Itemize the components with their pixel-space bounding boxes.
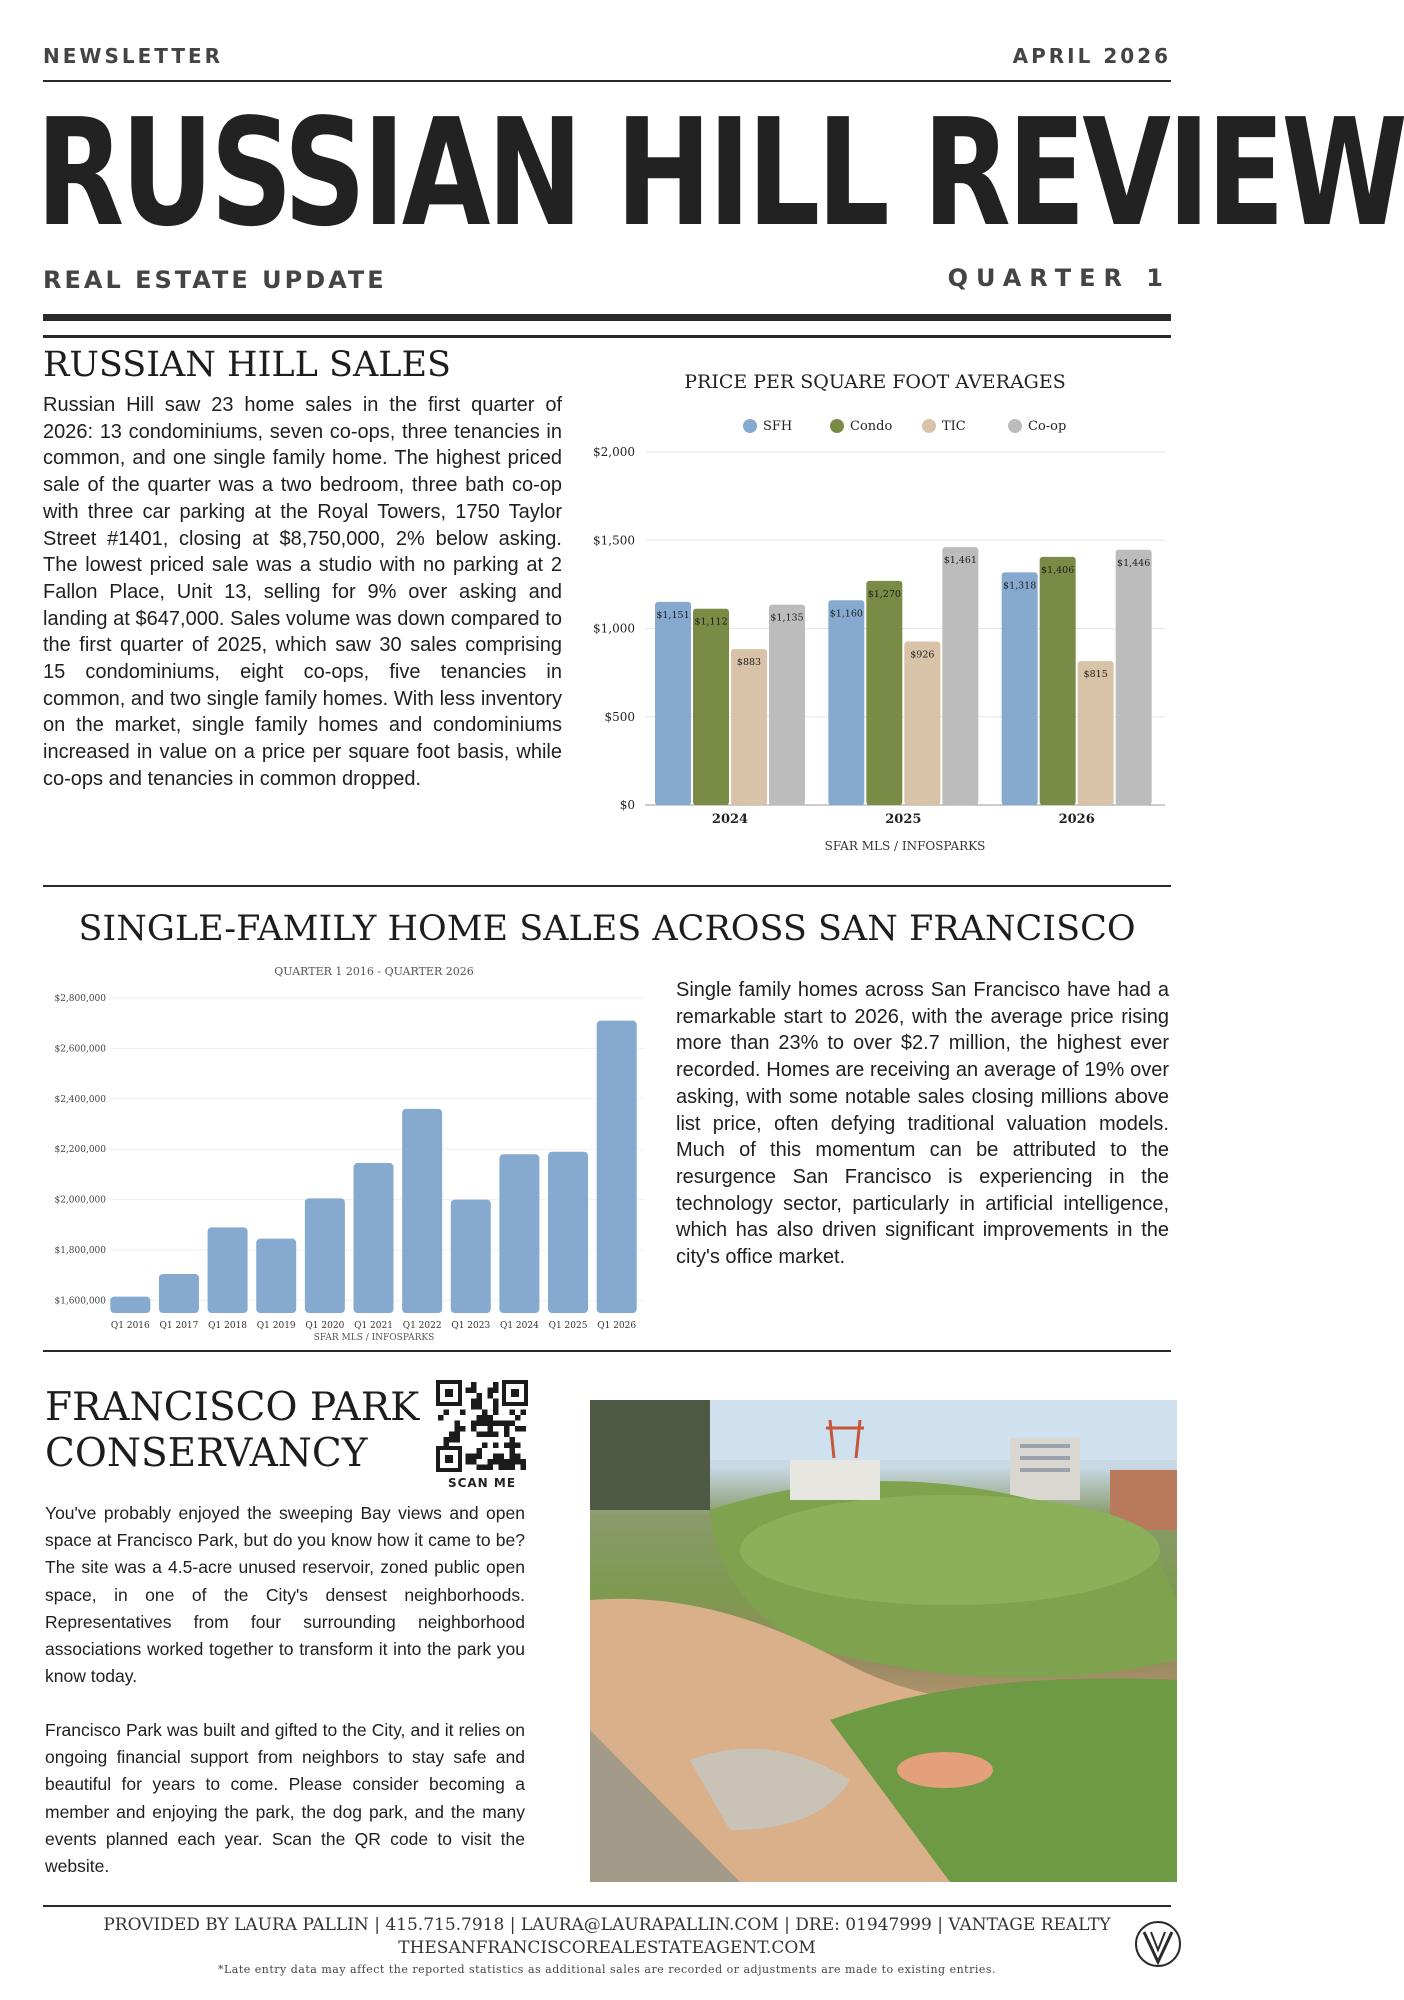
ppsf-legend-swatch [1008, 419, 1022, 433]
qr-module [477, 1415, 483, 1421]
ppsf-bar [828, 600, 864, 805]
qr-module [488, 1393, 494, 1399]
sfh-bar [208, 1227, 248, 1313]
ppsf-ytick-label: $1,500 [593, 533, 635, 548]
section2-body: Single family homes across San Francisco have had a remarkable start to 2026, with the average price rising more than 23% to over $2.7 million, the highest ever recorded. Homes are receiving an average of 19% over asking, with some notable sales closing millions above list price, often defying traditional valuation models. Much of this momentum can be attributed to the resurgence San Francisco is experiencing in the technology sector, particularly in artificial intelligence, which has also driven significant improvements in the city's office market. [676, 979, 1169, 1269]
section3-para1: You've probably enjoyed the sweeping Bay views and open space at Francisco Park, but do you know how it came to be? The site was a 4.5-acre unused reservoir, zoned public open space, in one of the City's densest neighborhoods. Representatives from four surrounding neighborhood associations worked together to transform it into the park you know today. [45, 1503, 525, 1687]
ppsf-bar [942, 547, 978, 805]
sfh-bar [499, 1154, 539, 1313]
sfh-category-label: Q1 2019 [256, 1321, 296, 1331]
qr-module [482, 1421, 488, 1427]
qr-module [493, 1410, 499, 1416]
ppsf-bar-label: $1,270 [867, 588, 901, 600]
ppsf-bar-label: $1,318 [1003, 580, 1037, 592]
qr-module [493, 1382, 499, 1388]
section3-para2: Francisco Park was built and gifted to the City, and it relies on ongoing financial support from neighbors to stay safe and beautiful for years to come. Please consider becoming a member and enjoying the park, the dog park, and the many events planned each year. Scan the QR code to visit the website. [45, 1720, 525, 1877]
ppsf-bar [866, 581, 902, 805]
qr-module [455, 1426, 461, 1432]
qr-module [477, 1399, 483, 1405]
qr-module [471, 1421, 477, 1427]
ppsf-bar [904, 642, 940, 805]
qr-module [471, 1404, 477, 1410]
footer-rule [43, 1905, 1171, 1907]
qr-module [455, 1421, 461, 1427]
qr-module [510, 1448, 516, 1454]
masthead-title: RUSSIAN HILL REVIEW [36, 87, 1404, 259]
sfh-chart-source: SFAR MLS / INFOSPARKS [313, 1333, 435, 1343]
ppsf-bar-label: $1,112 [694, 616, 728, 628]
sfh-bar [597, 1021, 637, 1313]
qr-module [482, 1415, 488, 1421]
ppsf-legend-label: TIC [942, 419, 966, 434]
qr-module [504, 1421, 510, 1427]
sfh-chart-bars [110, 1021, 636, 1313]
sfh-ytick-label: $2,600,000 [54, 1044, 106, 1055]
ppsf-ytick-label: $0 [619, 798, 635, 812]
header-rule-thin [43, 335, 1171, 338]
qr-module [471, 1459, 477, 1465]
qr-module [521, 1465, 527, 1471]
qr-module [504, 1459, 510, 1465]
qr-module [477, 1454, 483, 1460]
qr-module [449, 1432, 455, 1438]
qr-module [493, 1454, 499, 1460]
qr-module [460, 1410, 466, 1416]
qr-module [515, 1454, 521, 1460]
ppsf-chart-bars [655, 547, 1152, 805]
qr-module [493, 1432, 499, 1438]
sfh-bar [256, 1239, 296, 1313]
ppsf-chart [575, 360, 1175, 860]
qr-module [493, 1404, 499, 1410]
qr-module [471, 1454, 477, 1460]
qr-module [482, 1465, 488, 1471]
ppsf-legend-swatch [743, 419, 757, 433]
qr-module [510, 1437, 516, 1443]
quarter-label: QUARTER 1 [947, 264, 1171, 292]
qr-module [482, 1443, 488, 1449]
qr-module [455, 1432, 461, 1438]
section2-title: SINGLE-FAMILY HOME SALES ACROSS SAN FRANCISCO [78, 909, 1136, 949]
qr-module [471, 1426, 477, 1432]
qr-module [477, 1404, 483, 1410]
qr-module [471, 1388, 477, 1394]
ppsf-bar-label: $883 [736, 657, 762, 669]
qr-module [444, 1410, 450, 1416]
ppsf-bar-label: $1,461 [943, 555, 977, 567]
sfh-ytick-label: $2,000,000 [54, 1195, 106, 1206]
ppsf-category-label: 2024 [711, 812, 749, 827]
qr-module [499, 1454, 505, 1460]
qr-module [521, 1410, 527, 1416]
footer-website[interactable]: THESANFRANCISCOREALESTATEAGENT.COM [398, 1938, 816, 1958]
qr-module [515, 1443, 521, 1449]
section-divider-2 [43, 1350, 1171, 1352]
section3-title [45, 1385, 419, 1477]
qr-module [521, 1426, 527, 1432]
ppsf-bar-label: $1,160 [829, 608, 863, 620]
qr-module [455, 1437, 461, 1443]
sfh-bar [548, 1152, 588, 1313]
ppsf-legend-swatch [922, 419, 936, 433]
qr-module [488, 1426, 494, 1432]
sfh-bar [451, 1200, 491, 1313]
qr-module [493, 1443, 499, 1449]
sfh-bar [305, 1198, 345, 1313]
qr-module [466, 1388, 472, 1394]
qr-module [493, 1388, 499, 1394]
ppsf-bar-label: $1,135 [770, 612, 804, 624]
ppsf-chart-xaxis [712, 812, 1095, 827]
newsletter-kicker: NEWSLETTER [43, 44, 224, 68]
sfh-category-label: Q1 2020 [305, 1321, 345, 1331]
sfh-chart-xaxis [111, 1321, 637, 1331]
ppsf-category-label: 2026 [1058, 812, 1095, 827]
qr-module [515, 1459, 521, 1465]
sfh-category-label: Q1 2021 [354, 1321, 393, 1331]
qr-module [477, 1448, 483, 1454]
sfh-category-label: Q1 2016 [110, 1321, 150, 1331]
qr-module [488, 1459, 494, 1465]
qr-code-icon[interactable] [434, 1378, 530, 1474]
qr-module [444, 1437, 450, 1443]
qr-module [499, 1465, 505, 1471]
qr-module [477, 1393, 483, 1399]
ppsf-legend-swatch [830, 419, 844, 433]
sfh-category-label: Q1 2023 [451, 1321, 491, 1331]
sfh-ytick-label: $1,600,000 [54, 1296, 106, 1307]
qr-module [515, 1415, 521, 1421]
sfh-category-label: Q1 2022 [402, 1321, 442, 1331]
footer-disclaimer: *Late entry data may affect the reported statistics as additional sales are recorded or adjustments are made to existing entries. [217, 1963, 997, 1976]
qr-module [493, 1421, 499, 1427]
qr-module [488, 1421, 494, 1427]
ppsf-legend-label: Condo [850, 419, 893, 434]
ppsf-bar [769, 605, 805, 805]
qr-module [510, 1443, 516, 1449]
ppsf-ytick-label: $500 [604, 709, 635, 724]
qr-module [477, 1421, 483, 1427]
ppsf-bar-label: $1,406 [1041, 564, 1075, 576]
qr-module [521, 1459, 527, 1465]
ppsf-chart-title: PRICE PER SQUARE FOOT AVERAGES [684, 371, 1066, 393]
qr-module [504, 1426, 510, 1432]
section1-body: Russian Hill saw 23 home sales in the first quarter of 2026: 13 condominiums, seven co-ops, three tenancies in common, and one single family home. The highest priced sale of the quarter was a two bedroom, three bath co-op with three car parking at the Royal Towers, 1750 Taylor Street #1401, closing at $8,750,000, 2% below asking. The lowest priced sale was a studio with no parking at 2 Fallon Place, Unit 13, selling for 9% over asking and landing at $647,000. Sales volume was down compared to the first quarter of 2025, which saw 30 sales comprising 15 condominiums, eight co-ops, five tenancies in common, and two single family homes. With less inventory on the market, single family homes and condominiums increased in value on a price per square foot basis, while co-ops and tenancies in common dropped. [43, 394, 562, 790]
qr-module [488, 1388, 494, 1394]
footer-contact: PROVIDED BY LAURA PALLIN | 415.715.7918 | LAURA@LAURAPALLIN.COM | DRE: 01947999 | VANTAGE REALTY [103, 1915, 1111, 1935]
qr-module [510, 1421, 516, 1427]
ppsf-legend-label: SFH [763, 419, 793, 434]
sfh-category-label: Q1 2018 [208, 1321, 248, 1331]
ppsf-bar [731, 649, 767, 805]
qr-scan-label: SCAN ME [447, 1476, 517, 1490]
ppsf-bar [655, 602, 691, 805]
qr-module [471, 1382, 477, 1388]
qr-module [504, 1432, 510, 1438]
ppsf-chart-source: SFAR MLS / INFOSPARKS [824, 839, 986, 853]
sfh-ytick-label: $2,400,000 [54, 1094, 106, 1105]
ppsf-bar-label: $926 [910, 649, 935, 661]
sfh-ytick-label: $2,200,000 [54, 1145, 106, 1156]
ppsf-bar-label: $1,151 [656, 609, 690, 621]
qr-module [510, 1459, 516, 1465]
qr-module [466, 1454, 472, 1460]
ppsf-bar [1002, 572, 1038, 805]
ppsf-bar-label: $1,446 [1117, 557, 1151, 569]
qr-module [488, 1415, 494, 1421]
ppsf-bar [693, 609, 729, 805]
vantage-logo-icon [1132, 1916, 1184, 1972]
qr-module [510, 1465, 516, 1471]
sfh-bar [110, 1297, 150, 1313]
qr-module [510, 1410, 516, 1416]
qr-module [499, 1421, 505, 1427]
qr-module [488, 1465, 494, 1471]
qr-module [477, 1432, 483, 1438]
ppsf-category-label: 2025 [885, 812, 922, 827]
sfh-bar [402, 1109, 442, 1313]
sfh-price-chart [40, 958, 650, 1348]
qr-module [499, 1459, 505, 1465]
qr-module [466, 1459, 472, 1465]
qr-module [504, 1465, 510, 1471]
qr-module [477, 1465, 483, 1471]
sfh-category-label: Q1 2017 [159, 1321, 199, 1331]
ppsf-bar [1116, 550, 1152, 805]
masthead-subtitle: REAL ESTATE UPDATE [43, 266, 387, 294]
sfh-category-label: Q1 2026 [597, 1321, 637, 1331]
sfh-bar [354, 1163, 394, 1313]
section3-title-line2: CONSERVANCY [45, 1431, 368, 1476]
qr-module [438, 1415, 444, 1421]
ppsf-bar [1078, 661, 1114, 805]
sfh-ytick-label: $1,800,000 [54, 1246, 106, 1256]
header-rule-top [43, 80, 1171, 82]
sfh-bar [159, 1274, 199, 1313]
qr-module [493, 1459, 499, 1465]
ppsf-ytick-label: $1,000 [593, 621, 635, 636]
ppsf-legend-label: Co-op [1028, 419, 1067, 434]
section-divider-1 [43, 885, 1171, 887]
qr-module [471, 1399, 477, 1405]
sfh-ytick-label: $2,800,000 [54, 994, 106, 1004]
qr-module [504, 1443, 510, 1449]
qr-module [482, 1410, 488, 1416]
sfh-chart-title: QUARTER 1 2016 - QUARTER 2026 [274, 965, 474, 978]
qr-module [449, 1437, 455, 1443]
ppsf-bar [1040, 557, 1076, 805]
sfh-category-label: Q1 2025 [548, 1321, 588, 1331]
section3-title-line1: FRANCISCO PARK [45, 1385, 420, 1430]
sfh-category-label: Q1 2024 [499, 1321, 539, 1331]
issue-date: APRIL 2026 [1012, 44, 1171, 68]
qr-module [510, 1454, 516, 1460]
qr-module [482, 1432, 488, 1438]
ppsf-bar-label: $815 [1083, 669, 1108, 681]
park-photo [590, 1400, 1177, 1882]
qr-module [488, 1432, 494, 1438]
section1-title: RUSSIAN HILL SALES [43, 345, 452, 385]
qr-module [515, 1426, 521, 1432]
qr-module [460, 1426, 466, 1432]
header-rule-thick [43, 314, 1171, 321]
qr-module [493, 1399, 499, 1405]
ppsf-ytick-label: $2,000 [593, 445, 635, 459]
ppsf-chart-legend [743, 419, 1066, 434]
